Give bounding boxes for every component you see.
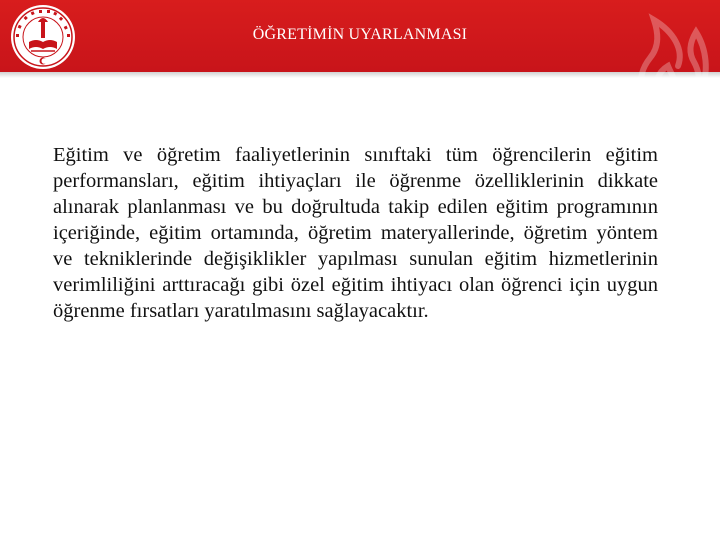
flame-watermark-icon <box>620 2 716 122</box>
header-shadow <box>0 72 720 78</box>
main-paragraph: Eğitim ve öğretim faaliyetlerinin sınıftaki tüm öğrencilerin eğitim performansları, eğitim ihtiyaçları ile öğrenme özelliklerinin dikkate alınarak planlanması ve bu doğrultuda takip edilen eğitim programının içeriğinde, eğitim ortamında, öğretim materyallerinde, öğretim yöntem ve tekniklerinde değişiklikler yapılması sunulan eğitim hizmetlerinin verimliliğini arttıracağı gibi özel eğitim ihtiyacı olan öğrenci için uygun öğrenme fırsatları yaratılmasını sağlayacaktır. <box>53 144 658 322</box>
page-title: ÖĞRETİMİN UYARLANMASI <box>252 26 468 43</box>
